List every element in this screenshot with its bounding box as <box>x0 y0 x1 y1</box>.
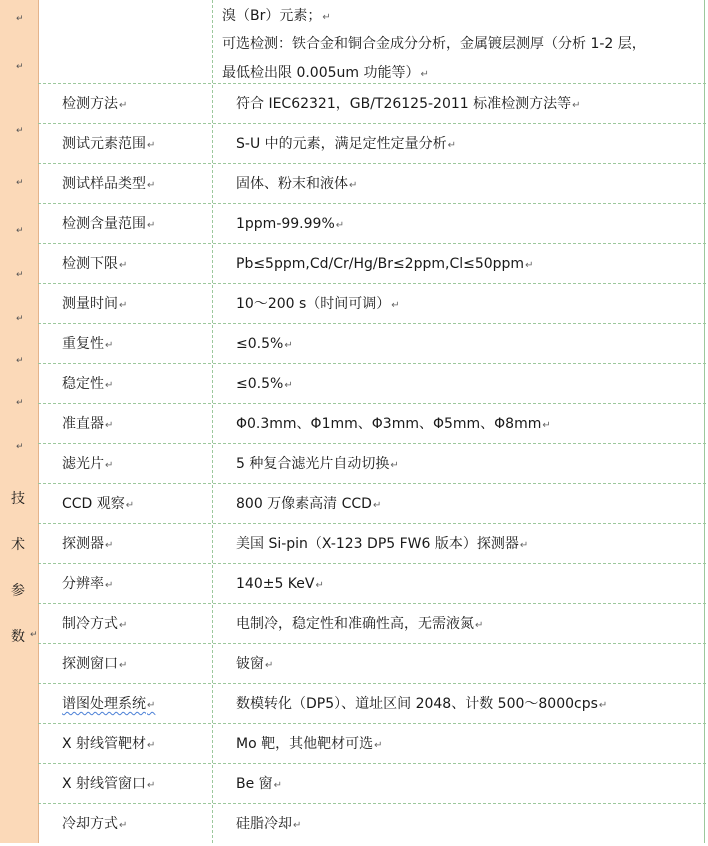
spec-value: 800 万像素高清 CCD↵ <box>236 496 382 512</box>
spec-value: 10～200 s（时间可调）↵ <box>236 296 400 312</box>
spec-value: 硅脂冷却↵ <box>236 816 302 832</box>
paragraph-mark: ↵ <box>16 270 24 280</box>
spec-label: 探测窗口↵ <box>62 656 128 672</box>
spec-value: Mo 靶，其他靶材可选↵ <box>236 736 383 752</box>
spec-value: 符合 IEC62321，GB/T26125-2011 标准检测方法等↵ <box>236 96 581 112</box>
spec-value: 5 种复合滤光片自动切换↵ <box>236 456 399 472</box>
spec-value: 140±5 KeV↵ <box>236 576 324 592</box>
spec-label: 准直器↵ <box>62 416 114 432</box>
category-char: 术 <box>11 537 25 553</box>
spec-value: 数模转化（DP5）、道址区间 2048、计数 500～8000cps↵ <box>236 696 608 712</box>
spec-label: 探测器↵ <box>62 536 114 552</box>
spec-value: 1ppm-99.99%↵ <box>236 216 345 232</box>
spec-row <box>38 324 704 364</box>
spec-label: 检测含量范围↵ <box>62 216 156 232</box>
spec-value: ≤0.5%↵ <box>236 376 293 392</box>
spec-row <box>38 124 704 164</box>
spec-row <box>38 404 704 444</box>
spec-label: 检测方法↵ <box>62 96 128 112</box>
spec-row <box>38 684 704 724</box>
top-cell-line: 溴（Br）元素；↵ <box>222 8 331 24</box>
spec-value: 固体、粉末和液体↵ <box>236 176 358 192</box>
spec-row <box>38 244 704 284</box>
spec-value: Be 窗↵ <box>236 776 283 792</box>
spec-label: 测试样品类型↵ <box>62 176 156 192</box>
paragraph-mark: ↵ <box>16 442 24 452</box>
spec-row <box>38 364 704 404</box>
top-cell-line: 可选检测：铁合金和铜合金成分分析，金属镀层测厚（分析 1-2 层， <box>222 36 646 52</box>
spec-label: X 射线管窗口↵ <box>62 776 156 792</box>
spec-value: Φ0.3mm、Φ1mm、Φ3mm、Φ5mm、Φ8mm↵ <box>236 416 551 432</box>
spec-row <box>38 204 704 244</box>
top-value-cell <box>222 0 700 88</box>
spec-row <box>38 564 704 604</box>
paragraph-mark: ↵ <box>16 356 24 366</box>
spec-label: 测试元素范围↵ <box>62 136 156 152</box>
spec-row <box>38 644 704 684</box>
paragraph-mark: ↵ <box>16 62 24 72</box>
spec-value: 美国 Si-pin（X-123 DP5 FW6 版本）探测器↵ <box>236 536 529 552</box>
category-char: 参 <box>11 583 25 599</box>
spec-label: 重复性↵ <box>62 336 114 352</box>
spec-value: S-U 中的元素，满足定性定量分析↵ <box>236 136 457 152</box>
spec-label: 制冷方式↵ <box>62 616 128 632</box>
spec-value: Pb≤5ppm,Cd/Cr/Hg/Br≤2ppm,Cl≤50ppm↵ <box>236 256 534 272</box>
spec-label: 谱图处理系统↵ <box>62 696 156 712</box>
paragraph-mark: ↵ <box>16 314 24 324</box>
spec-label: 测量时间↵ <box>62 296 128 312</box>
paragraph-mark: ↵ <box>16 178 24 188</box>
spec-row <box>38 764 704 804</box>
spec-row <box>38 284 704 324</box>
spec-label: CCD 观察↵ <box>62 496 135 512</box>
spec-row <box>38 164 704 204</box>
paragraph-mark: ↵ <box>16 126 24 136</box>
spec-label: 稳定性↵ <box>62 376 114 392</box>
spec-value: 电制冷，稳定性和准确性高，无需液氮↵ <box>236 616 484 632</box>
category-column <box>0 0 39 843</box>
spec-row <box>38 444 704 484</box>
spec-row <box>38 804 704 844</box>
spec-row <box>38 84 704 124</box>
spec-row <box>38 604 704 644</box>
spec-value: 铍窗↵ <box>236 656 274 672</box>
spec-row <box>38 724 704 764</box>
spec-row <box>38 484 704 524</box>
paragraph-mark: ↵ <box>16 14 24 24</box>
spec-label: 检测下限↵ <box>62 256 128 272</box>
category-char: 数 <box>11 629 25 645</box>
paragraph-mark: ↵ <box>16 398 24 408</box>
table-right-edge <box>704 0 705 843</box>
spec-label: 滤光片↵ <box>62 456 114 472</box>
spec-label: X 射线管靶材↵ <box>62 736 156 752</box>
paragraph-mark: ↵ <box>16 226 24 236</box>
spec-label: 分辨率↵ <box>62 576 114 592</box>
spec-value: ≤0.5%↵ <box>236 336 293 352</box>
paragraph-mark: ↵ <box>30 630 38 640</box>
top-cell-line: 最低检出限 0.005um 功能等）↵ <box>222 65 429 81</box>
spec-row <box>38 524 704 564</box>
category-char: 技 <box>11 491 25 507</box>
spec-label: 冷却方式↵ <box>62 816 128 832</box>
